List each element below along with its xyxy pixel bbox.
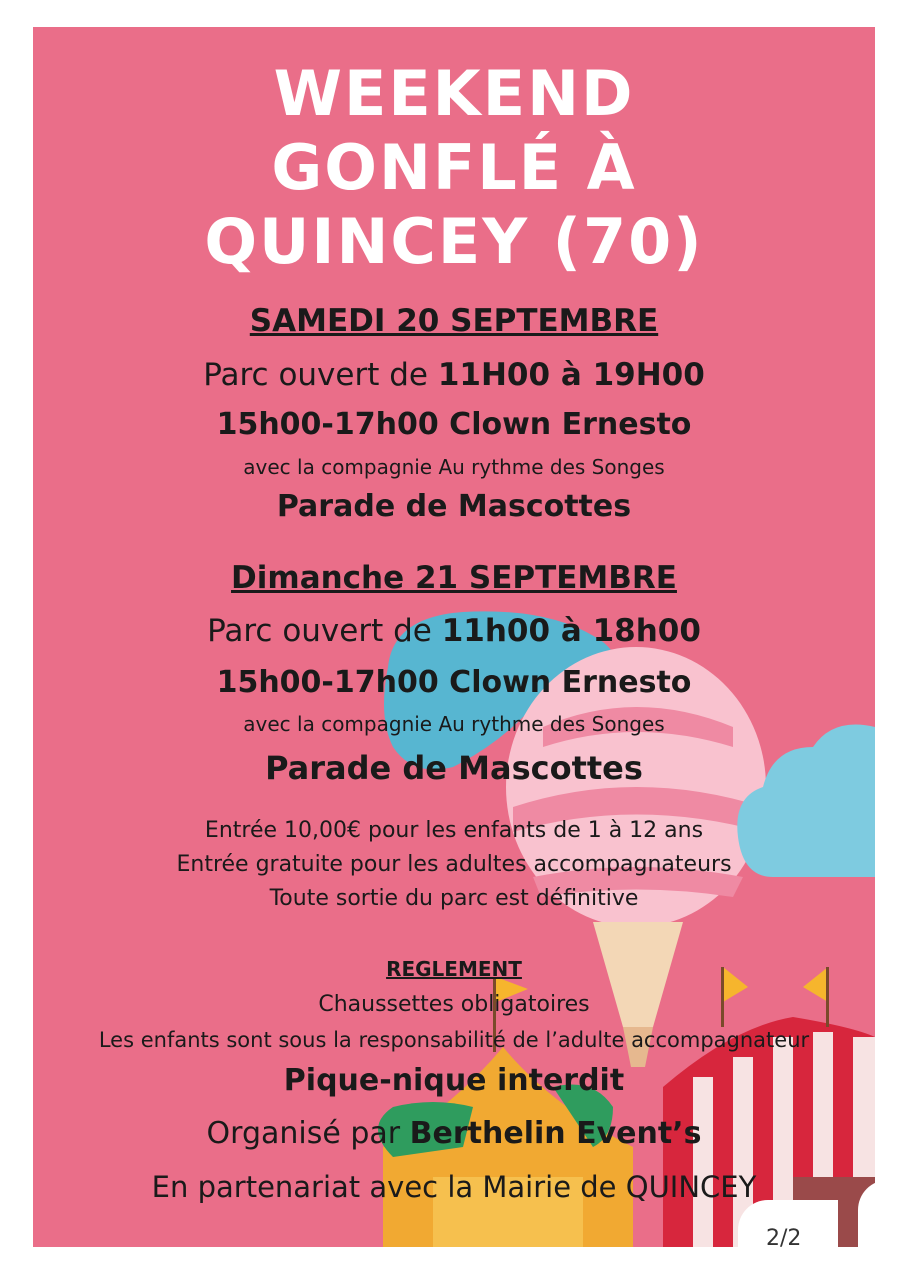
title-line: QUINCEY (70) bbox=[204, 205, 704, 278]
saturday-park-hours bbox=[33, 357, 875, 393]
rules-line: Les enfants sont sous la responsabilité de l’adulte accompagnateur bbox=[98, 1028, 810, 1052]
entry-free: Entrée gratuite pour les adultes accompagnateurs bbox=[176, 852, 732, 877]
title-line: GONFLÉ À bbox=[271, 131, 637, 204]
organizer bbox=[33, 1116, 875, 1151]
viewer-corner bbox=[858, 1180, 899, 1260]
page-indicator[interactable]: 2/2 bbox=[738, 1200, 838, 1260]
sunday-heading: Dimanche 21 SEPTEMBRE bbox=[231, 560, 677, 596]
saturday-company: avec la compagnie Au rythme des Songes bbox=[243, 455, 665, 479]
partner-line: En partenariat avec la Mairie de QUINCEY bbox=[151, 1170, 757, 1204]
sunday-company: avec la compagnie Au rythme des Songes bbox=[243, 712, 665, 736]
event-title bbox=[33, 57, 875, 279]
organizer-name: Berthelin Event’s bbox=[409, 1116, 702, 1151]
poster bbox=[33, 27, 875, 1247]
rules-heading: REGLEMENT bbox=[386, 957, 522, 981]
park-prefix: Parc ouvert de bbox=[207, 613, 442, 649]
sunday-parade: Parade de Mascottes bbox=[265, 749, 643, 787]
sunday-clown: 15h00-17h00 Clown Ernesto bbox=[216, 665, 692, 700]
entry-price: Entrée 10,00€ pour les enfants de 1 à 12 ans bbox=[204, 818, 704, 843]
saturday-clown: 15h00-17h00 Clown Ernesto bbox=[216, 407, 692, 442]
rules-line: Chaussettes obligatoires bbox=[318, 992, 590, 1017]
saturday-parade: Parade de Mascottes bbox=[276, 489, 632, 524]
park-hours: 11H00 à 19H00 bbox=[437, 357, 705, 393]
park-hours: 11h00 à 18h00 bbox=[441, 613, 701, 649]
sunday-park-hours bbox=[33, 613, 875, 649]
exit-rule: Toute sortie du parc est définitive bbox=[269, 886, 639, 911]
organizer-prefix: Organisé par bbox=[206, 1116, 410, 1151]
park-prefix: Parc ouvert de bbox=[203, 357, 438, 393]
saturday-heading: SAMEDI 20 SEPTEMBRE bbox=[249, 303, 659, 339]
title-line: WEEKEND bbox=[273, 57, 635, 130]
picnic-rule: Pique-nique interdit bbox=[283, 1063, 625, 1098]
